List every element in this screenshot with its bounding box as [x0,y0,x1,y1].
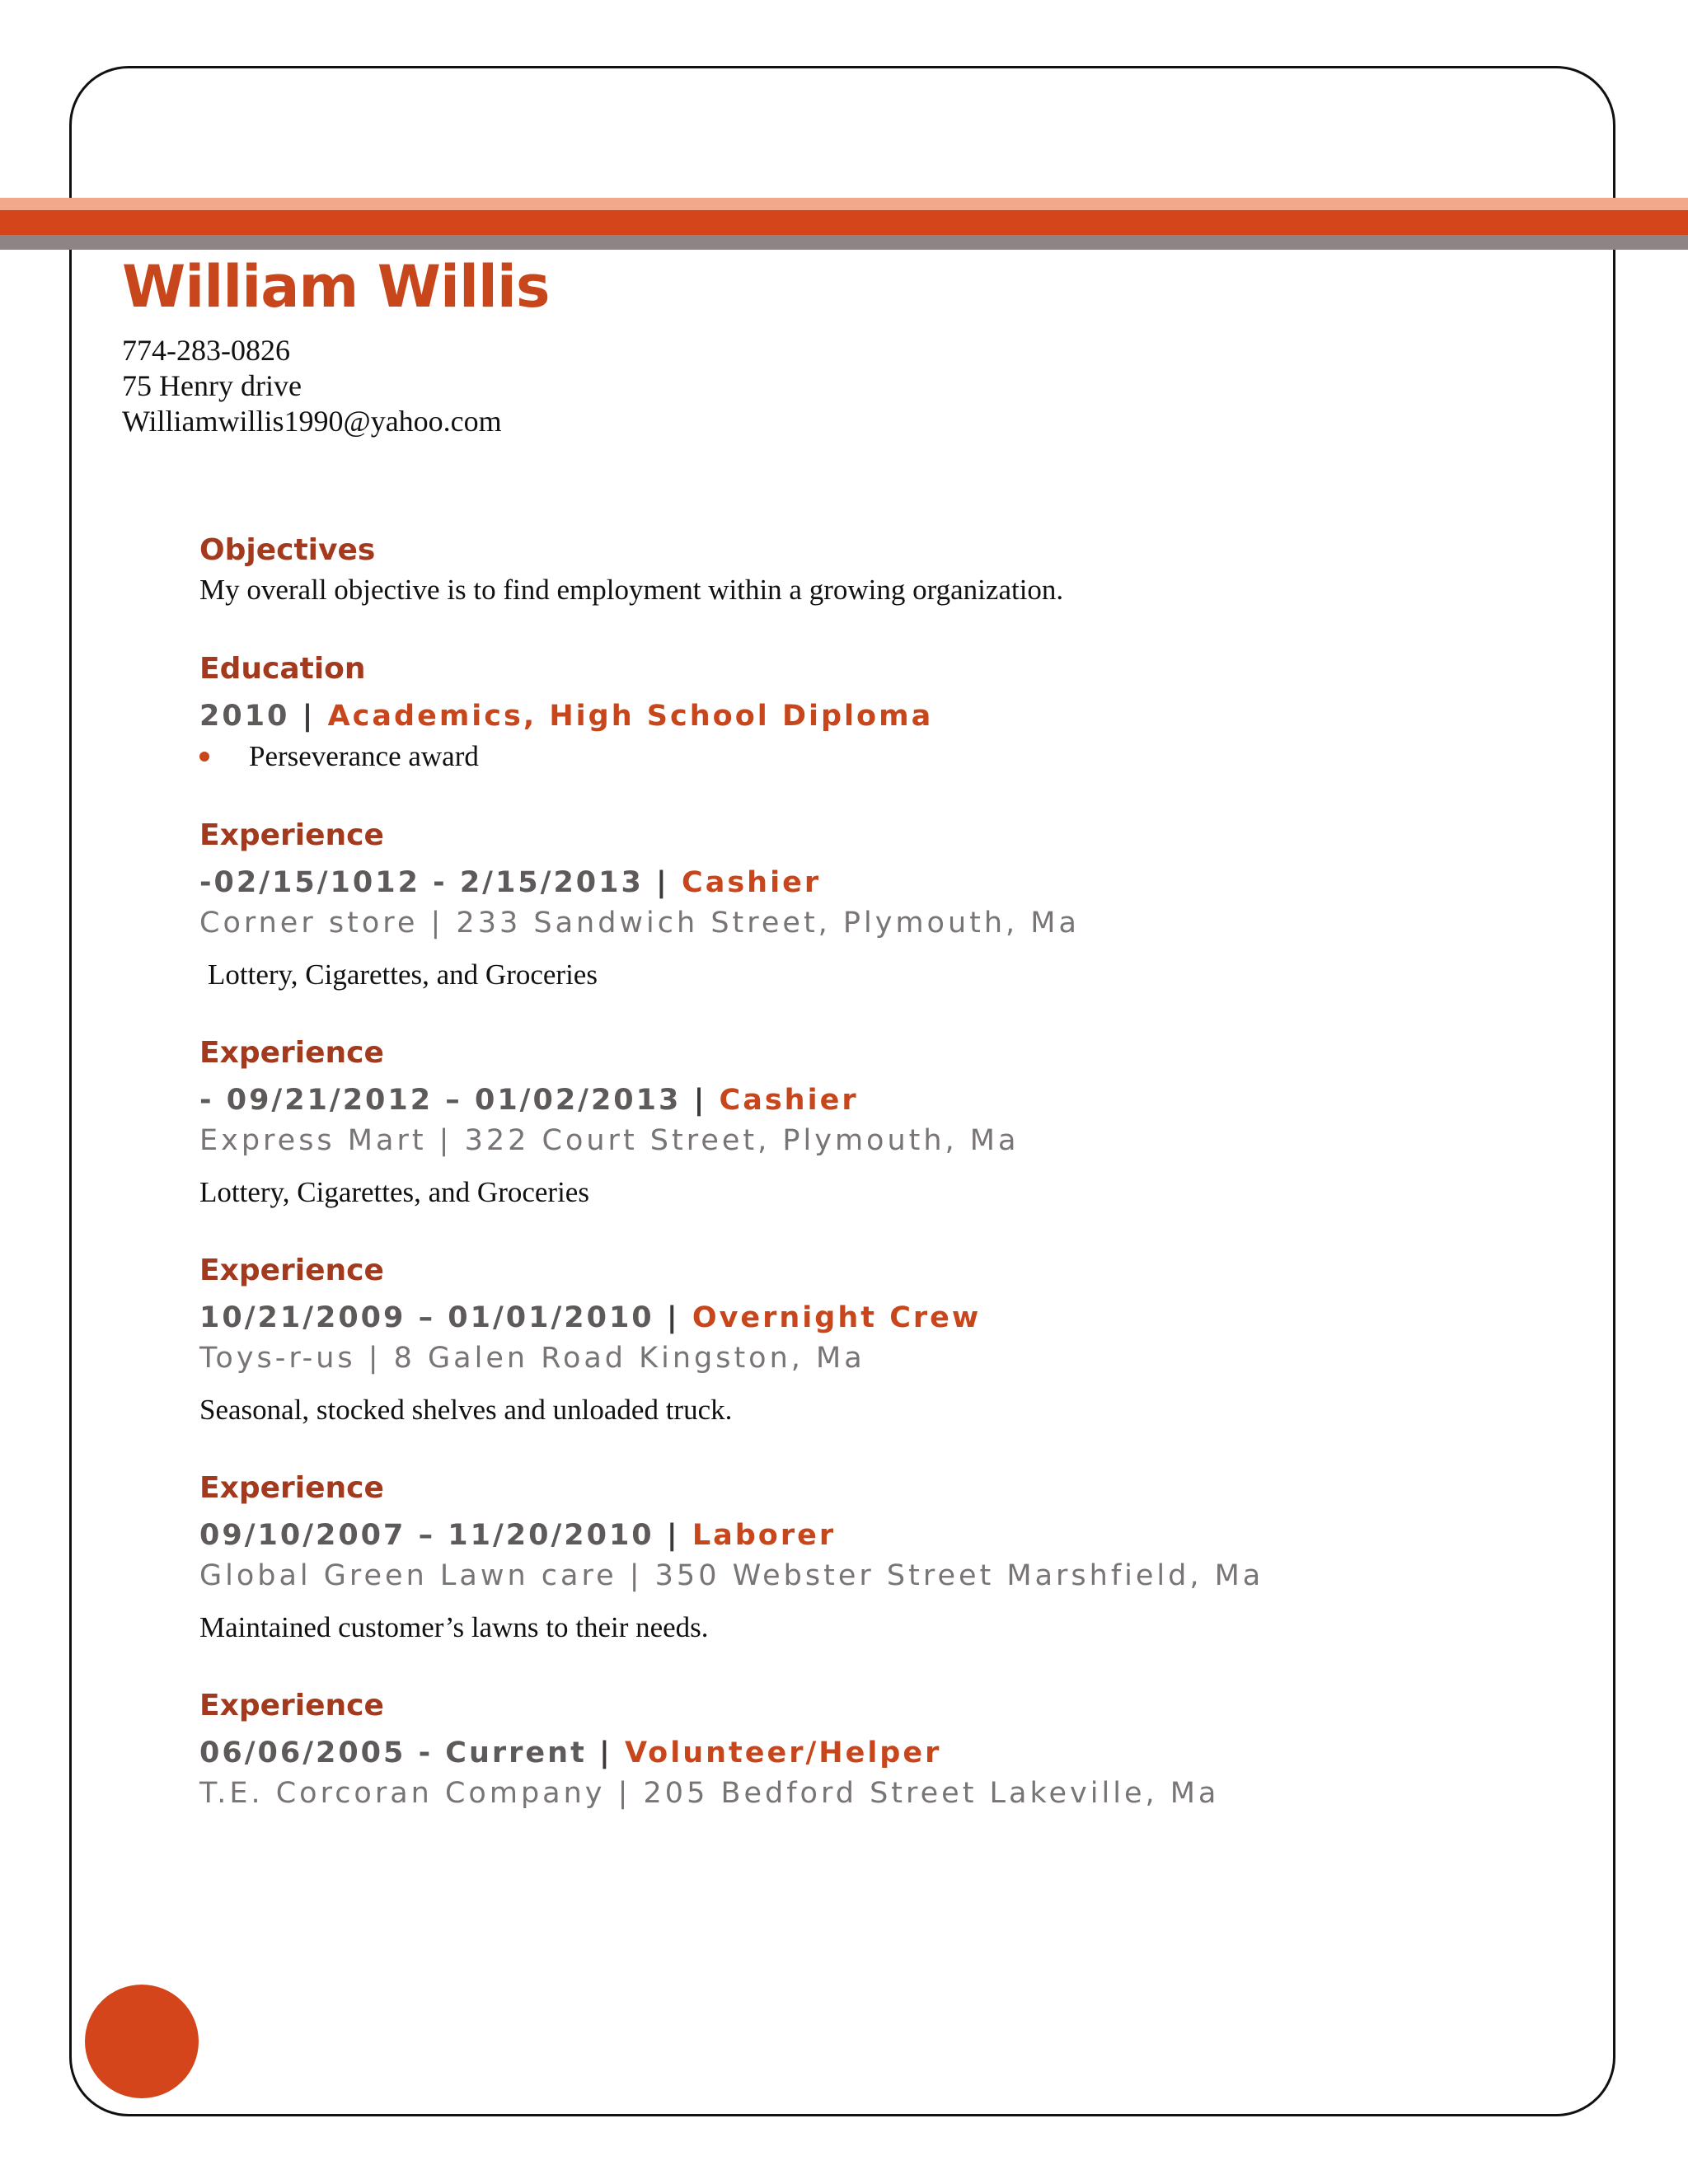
header-band-gray [0,235,1688,250]
decorative-circle [85,1985,199,2098]
header-band-light [0,198,1688,210]
phone-number: 774-283-0826 [122,334,290,367]
objectives-section [199,527,1559,607]
separator: | [656,866,669,899]
section-heading: Experience [199,1254,384,1287]
job-location: Corner store | 233 Sandwich Street, Plymouth, Ma [199,907,1080,940]
job-line [199,1511,1559,1559]
job-line [199,859,1559,907]
job-description: Lottery, Cigarettes, and Groceries [199,1176,589,1208]
job-line [199,1076,1559,1124]
job-dates: 10/21/2009 – 01/01/2010 [199,1301,654,1334]
contact-block [122,333,502,439]
separator: | [666,1519,680,1552]
job-dates: -02/15/1012 - 2/15/2013 [199,866,644,899]
job-role: Laborer [692,1519,837,1552]
job-location: Express Mart | 322 Court Street, Plymouth, Ma [199,1124,1020,1157]
separator: | [666,1301,680,1334]
list-item [199,740,1559,773]
job-location: Global Green Lawn care | 350 Webster Street Marshfield, Ma [199,1559,1264,1592]
job-description: Lottery, Cigarettes, and Groceries [208,958,598,991]
education-year: 2010 [199,700,290,733]
job-role: Volunteer/Helper [624,1736,942,1769]
job-role: Overnight Crew [692,1301,982,1334]
job-line [199,1294,1559,1342]
section-heading: Objectives [199,533,376,567]
job-description: Seasonal, stocked shelves and unloaded truck. [199,1394,733,1426]
section-heading: Education [199,652,366,686]
job-dates: 09/10/2007 – 11/20/2010 [199,1519,654,1552]
separator: | [302,700,316,733]
job-role: Cashier [719,1084,859,1117]
email-address: Williamwillis1990@yahoo.com [122,405,502,438]
section-heading: Experience [199,1471,384,1505]
job-location: T.E. Corcoran Company | 205 Bedford Street Lakeville, Ma [199,1777,1220,1810]
section-heading: Experience [199,818,384,852]
job-location: Toys-r-us | 8 Galen Road Kingston, Ma [199,1342,865,1375]
section-heading: Experience [199,1689,384,1722]
job-description: Maintained customer’s lawns to their needs. [199,1611,709,1643]
experience-section [199,1248,1559,1431]
separator: | [693,1084,707,1117]
separator: | [599,1736,612,1769]
experience-section [199,813,1559,996]
job-role: Cashier [682,866,822,899]
job-dates: - 09/21/2012 – 01/02/2013 [199,1084,682,1117]
resume-name: William Willis [122,253,550,321]
education-line [199,692,1559,740]
job-line [199,1729,1559,1777]
header-band-accent [0,210,1688,235]
education-section [199,646,1559,773]
education-title: Academics, High School Diploma [327,700,934,733]
experience-section [199,1030,1559,1213]
experience-section [199,1465,1559,1648]
section-heading: Experience [199,1036,384,1070]
street-address: 75 Henry drive [122,369,302,402]
resume-body [199,527,1559,1810]
job-dates: 06/06/2005 - Current [199,1736,587,1769]
experience-section [199,1683,1559,1810]
objective-text: My overall objective is to find employment within a growing organization. [199,574,1064,606]
bullet-icon [199,752,209,762]
education-bullet-text: Perseverance award [249,740,479,772]
